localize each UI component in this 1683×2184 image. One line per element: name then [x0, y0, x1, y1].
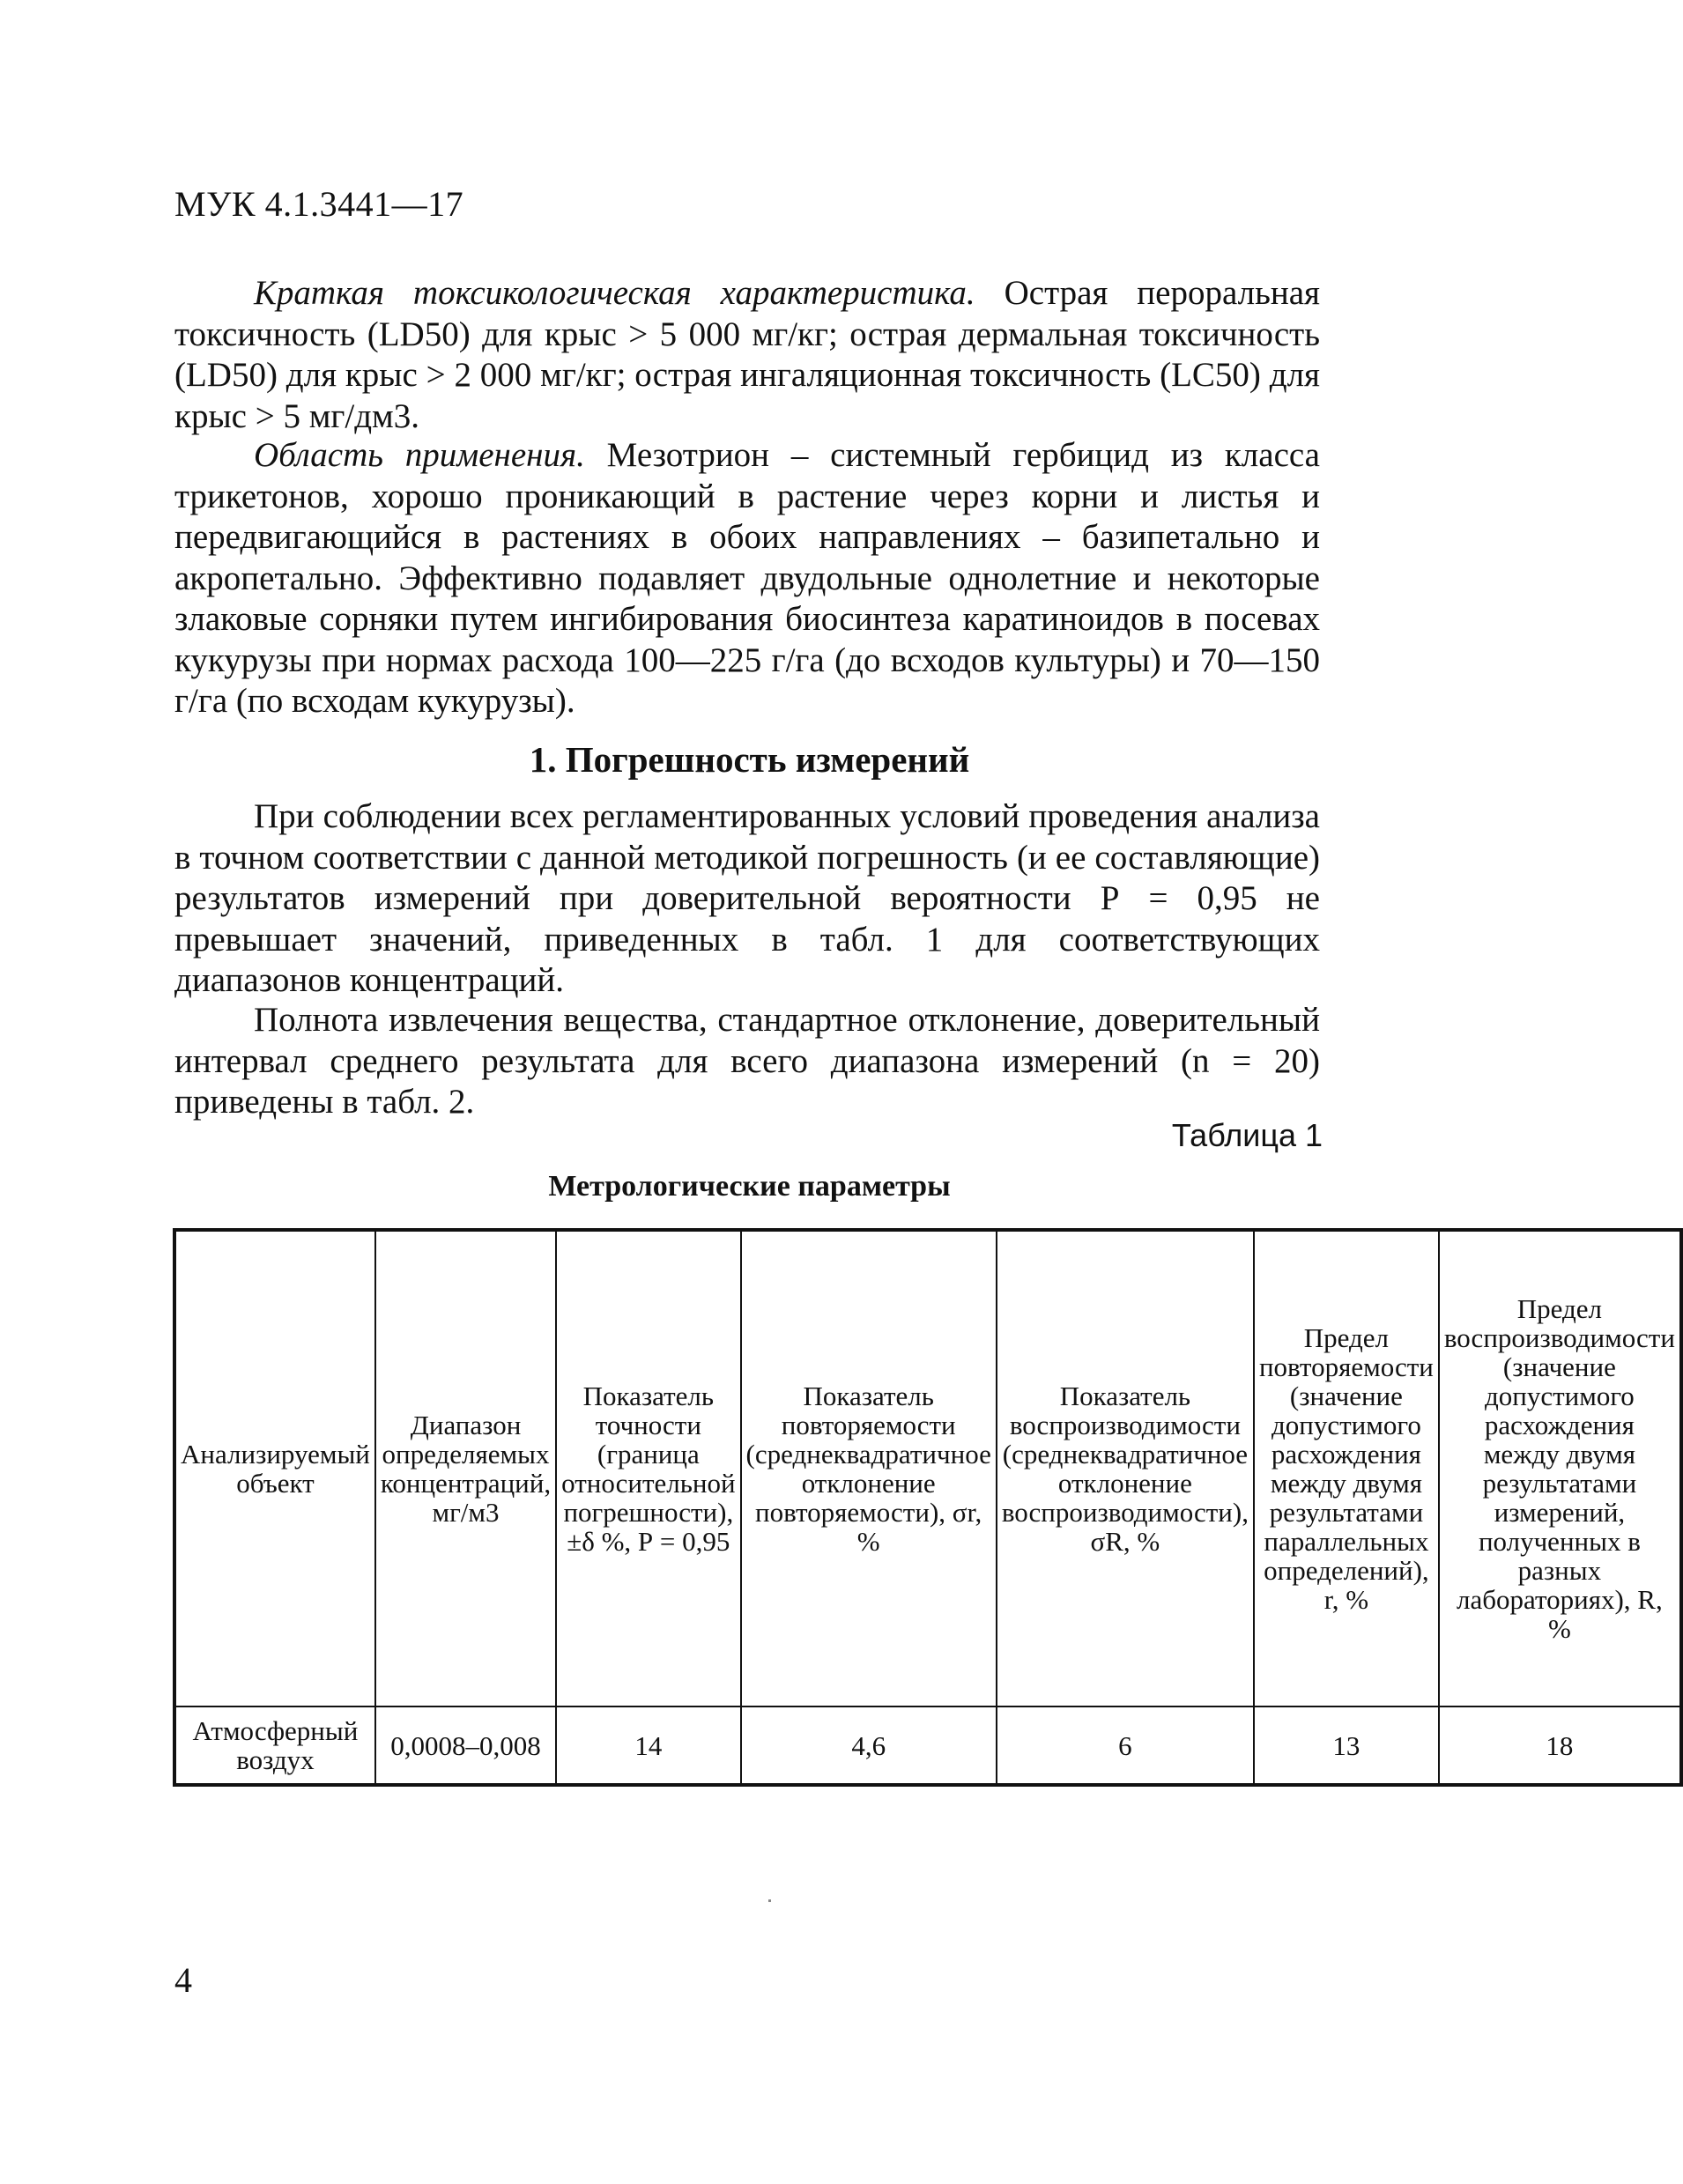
cell-accuracy: 14	[556, 1706, 740, 1785]
paragraph-application	[174, 435, 1320, 722]
document-code: МУК 4.1.3441—17	[174, 184, 464, 224]
toxicology-text: Острая пероральная токсичность (LD50) для крыс > 5 000 мг/кг; острая дермальная токсичность (LD50) для крыс > 2 000 мг/кг; острая ингаляционная токсичность (LC50) для крыс > 5 мг/дм3.	[174, 274, 1320, 435]
section-heading: 1. Погрешность измерений	[529, 739, 970, 780]
page-number: 4	[174, 1960, 192, 2000]
metrology-table	[173, 1228, 1683, 1787]
cell-reproducibility-limit: 18	[1439, 1706, 1681, 1785]
cell-repeatability: 4,6	[741, 1706, 997, 1785]
error-text: При соблюдении всех регламентированных условий проведения анализа в точном соответствии с данной методикой погрешность (и ее составляющие) результатов измерений при доверительной вероятности Р = 0,95 не превышает значений, приведенных в табл. 1 для соответствующих диапазонов концентраций.	[174, 797, 1320, 999]
cell-repeatability-limit: 13	[1254, 1706, 1439, 1785]
application-text: Мезотрион – системный гербицид из класса трикетонов, хорошо проникающий в растение через корни и листья и передвигающийся в растениях в обоих направлениях – базипетально и акропетально. Эффективно подавляет двудольные однолетние и некоторые злаковые сорняки путем ингибирования биосинтеза каратиноидов в посевах кукурузы при нормах расхода 100—225 г/га (до всходов культуры) и 70—150 г/га (по всходам кукурузы).	[174, 436, 1320, 720]
table-row	[174, 1706, 1681, 1785]
cell-reproducibility: 6	[997, 1706, 1254, 1785]
cell-object: Атмосферный воздух	[174, 1706, 375, 1785]
cell-range: 0,0008–0,008	[375, 1706, 556, 1785]
header-reproducibility-limit: Предел воспроизводимости (значение допустимого расхождения между двумя результатами измерений, полученных в разных лабораториях), R, %	[1439, 1230, 1681, 1706]
table-label: Таблица 1	[1171, 1117, 1323, 1153]
table-header-row	[174, 1230, 1681, 1706]
header-repeatability-limit: Предел повторяемости (значение допустимого расхождения между двумя результатами параллельных определений), r, %	[1254, 1230, 1439, 1706]
header-reproducibility: Показатель воспроизводимости (среднеквадратичное отклонение воспроизводимости), σR, %	[997, 1230, 1254, 1706]
paragraph-toxicology	[174, 273, 1320, 437]
header-range: Диапазон определяемых концентраций, мг/м3	[375, 1230, 556, 1706]
paragraph-recovery	[174, 1000, 1320, 1123]
table-title: Метрологические параметры	[548, 1170, 951, 1203]
scan-speck	[768, 1899, 771, 1902]
recovery-text: Полнота извлечения вещества, стандартное отклонение, доверительный интервал среднего результата для всего диапазона измерений (n = 20) приведены в табл. 2.	[174, 1001, 1320, 1121]
application-lead: Область применения.	[254, 436, 585, 474]
paragraph-error	[174, 796, 1320, 1002]
toxicology-lead: Краткая токсикологическая характеристика.	[254, 274, 975, 312]
header-object: Анализируемый объект	[174, 1230, 375, 1706]
header-accuracy: Показатель точности (граница относительной погрешности), ±δ %, Р = 0,95	[556, 1230, 740, 1706]
header-repeatability: Показатель повторяемости (среднеквадратичное отклонение повторяемости), σr, %	[741, 1230, 997, 1706]
